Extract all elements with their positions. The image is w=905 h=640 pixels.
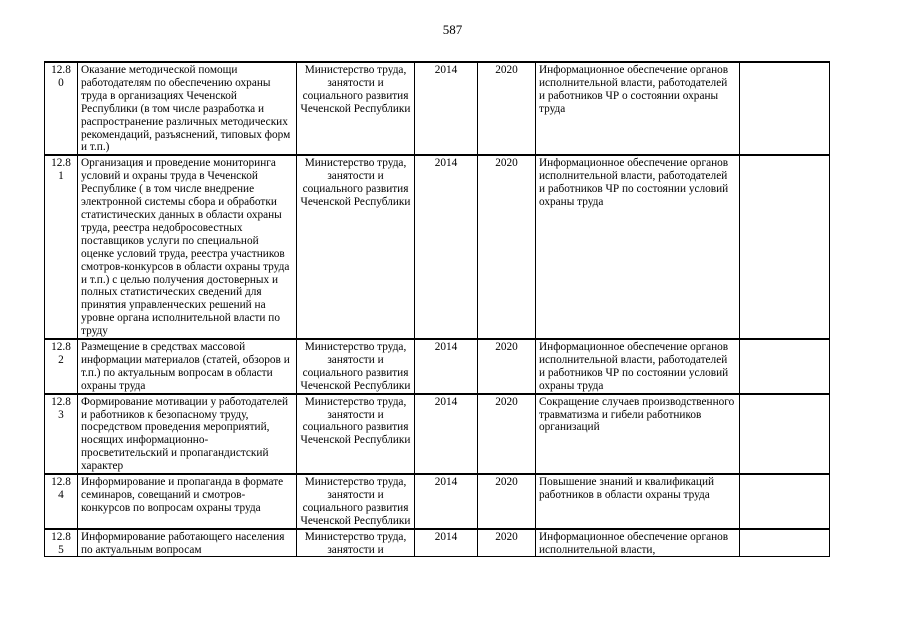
executor-cell [297,474,415,529]
table-row [45,62,830,155]
result-cell [536,155,740,339]
executor-cell-text: Министерство труда, занятости и социального развития Чеченской Республики [300,341,411,392]
executor-cell [297,155,415,339]
extra-cell [740,474,830,529]
result-cell-text: Информационное обеспечение органов исполнительной власти, работодателей и работников ЧР по состоянии условий охраны труда [539,157,729,209]
executor-cell [297,339,415,394]
result-cell-text: Информационное обеспечение органов исполнительной власти, работодателей и работников ЧР по состоянии условий охраны труда [539,341,729,392]
row-number-text: 12.8 3 [51,395,71,421]
table-body [45,62,830,556]
end-year-cell-text: 2020 [495,157,518,170]
start-year-cell-text: 2014 [434,64,458,76]
executor-cell-text: Министерство труда, занятости и социального развития Чеченской Республики [300,395,411,447]
activity-cell [78,529,297,557]
table-row [45,155,830,339]
row-number-text: 12.8 4 [51,476,71,501]
activity-cell-text: Размещение в средствах массовой информации материалов (статей, обзоров и т.п.) по актуальным вопросам в области охраны труда [81,341,290,392]
start-year-cell-text: 2014 [434,530,458,543]
row-number [45,529,78,557]
result-cell [536,529,740,557]
extra-cell [740,394,830,474]
row-number [45,339,78,394]
activity-cell [78,339,297,394]
result-cell-text: Информационное обеспечение органов исполнительной власти, [539,530,729,556]
row-number-text: 12.8 1 [51,157,71,183]
executor-cell [297,394,415,474]
start-year-cell [415,529,478,557]
extra-cell [740,155,830,339]
executor-cell-text: Министерство труда, занятости и социального развития Чеченской Республики [300,64,411,115]
end-year-cell-text: 2020 [495,64,518,76]
executor-cell [297,62,415,155]
end-year-cell [478,155,536,339]
measures-table [44,61,830,557]
extra-cell [740,62,830,155]
row-number-text: 12.8 5 [51,530,71,556]
end-year-cell-text: 2020 [495,395,518,408]
result-cell [536,62,740,155]
activity-cell [78,394,297,474]
table-row [45,474,830,529]
end-year-cell [478,529,536,557]
extra-cell [740,529,830,557]
activity-cell-text: Информирование и пропаганда в формате семинаров, совещаний и смотров-конкурсов по вопросам охраны труда [81,476,284,514]
row-number-text: 12.8 0 [51,64,71,89]
activity-cell-text: Оказание методической помощи работодателям по обеспечению охраны труда в организациях Чеченской Республики (в том числе разработка и распространение различных методических рекомендаций, разъяснений, типовых форм и т.п.) [81,64,291,154]
executor-cell-text: Министерство труда, занятости и [304,530,407,556]
end-year-cell-text: 2020 [495,341,518,354]
start-year-cell [415,474,478,529]
row-number [45,474,78,529]
row-number-text: 12.8 2 [51,341,71,366]
activity-cell-text: Организация и проведение мониторинга условий и охраны труда в Чеченской Республике ( в том числе внедрение электронной системы сбора и обработки статистических данных в области охраны труда, реестра недобросовестных поставщиков услуги по специальной оценке условий труда, реестра участников смотров-конкурсов в области охраны труда и т.п.) с целью получения достоверных и полных статистических сведений для принятия управленческих решений на уровне органа исполнительной власти по труду [81,157,290,338]
row-number [45,62,78,155]
start-year-cell [415,62,478,155]
activity-cell [78,62,297,155]
result-cell-text: Повышение знаний и квалификаций работников в области охраны труда [539,476,715,501]
row-number [45,155,78,339]
table-row [45,529,830,557]
page-number: 587 [442,22,463,37]
end-year-cell-text: 2020 [495,530,518,543]
result-cell [536,394,740,474]
end-year-cell [478,339,536,394]
end-year-cell-text: 2020 [495,476,518,489]
executor-cell-text: Министерство труда, занятости и социального развития Чеченской Республики [300,157,411,209]
start-year-cell-text: 2014 [434,341,458,354]
end-year-cell [478,394,536,474]
start-year-cell [415,394,478,474]
table-row [45,394,830,474]
table-row [45,339,830,394]
result-cell-text: Сокращение случаев производственного травматизма и гибели работников организаций [539,395,735,434]
result-cell [536,474,740,529]
row-number [45,394,78,474]
end-year-cell [478,474,536,529]
activity-cell [78,155,297,339]
activity-cell [78,474,297,529]
executor-cell [297,529,415,557]
result-cell [536,339,740,394]
start-year-cell [415,155,478,339]
end-year-cell [478,62,536,155]
extra-cell [740,339,830,394]
start-year-cell-text: 2014 [434,157,458,170]
activity-cell-text: Формирование мотивации у работодателей и работников к безопасному труду, посредством проведения мероприятий, носящих информационно-просветительский и пропагандистский характер [81,395,289,473]
start-year-cell [415,339,478,394]
start-year-cell-text: 2014 [434,395,458,408]
start-year-cell-text: 2014 [434,476,458,489]
activity-cell-text: Информирование работающего населения по актуальным вопросам [81,530,285,556]
result-cell-text: Информационное обеспечение органов исполнительной власти, работодателей и работников ЧР о состоянии охраны труда [539,64,729,115]
executor-cell-text: Министерство труда, занятости и социального развития Чеченской Республики [300,476,411,527]
